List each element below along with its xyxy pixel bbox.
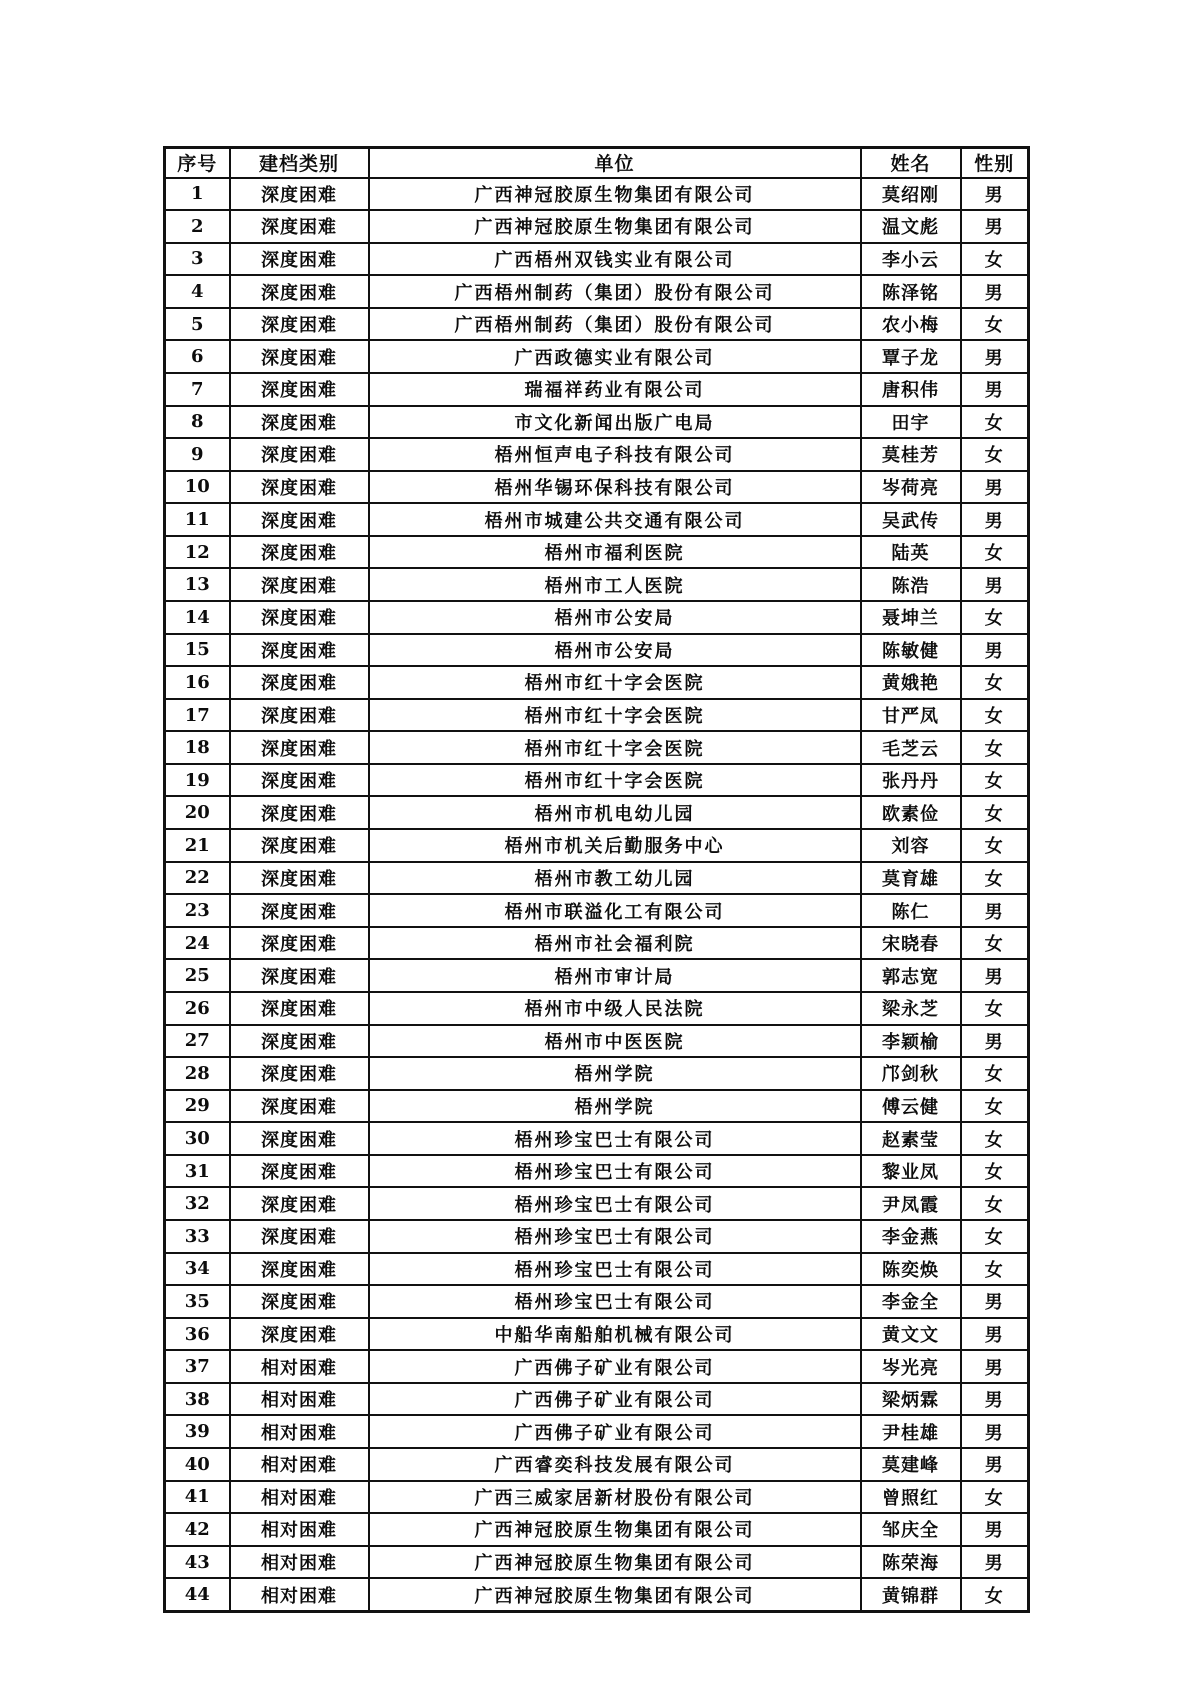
table-cell: 深度困难 [230,275,369,308]
table-cell: 广西佛子矿业有限公司 [369,1415,861,1448]
table-cell: 梧州珍宝巴士有限公司 [369,1187,861,1220]
table-cell: 陆英 [861,536,961,569]
table-cell: 男 [961,503,1029,536]
table-cell: 男 [961,178,1029,211]
table-cell: 广西神冠胶原生物集团有限公司 [369,1578,861,1611]
table-cell: 深度困难 [230,1057,369,1090]
table-cell: 男 [961,1513,1029,1546]
table-cell: 梧州珍宝巴士有限公司 [369,1155,861,1188]
table-cell: 30 [165,1122,230,1155]
table-cell: 深度困难 [230,666,369,699]
table-cell: 聂坤兰 [861,601,961,634]
table-row [165,406,1029,439]
table-cell: 26 [165,992,230,1025]
column-header-category: 建档类别 [230,148,369,178]
table-cell: 39 [165,1415,230,1448]
table-cell: 深度困难 [230,536,369,569]
table-cell: 男 [961,373,1029,406]
table-cell: 李颖榆 [861,1025,961,1058]
table-row [165,1285,1029,1318]
table-cell: 男 [961,1350,1029,1383]
table-cell: 赵素莹 [861,1122,961,1155]
table-cell: 梧州珍宝巴士有限公司 [369,1122,861,1155]
table-cell: 梧州市公安局 [369,634,861,667]
table-cell: 陈荣海 [861,1546,961,1579]
table-cell: 43 [165,1546,230,1579]
table-cell: 梧州市福利医院 [369,536,861,569]
table-cell: 陈泽铭 [861,275,961,308]
table-row [165,568,1029,601]
table-row [165,308,1029,341]
table-cell: 女 [961,1220,1029,1253]
table-cell: 梁永芝 [861,992,961,1025]
table-cell: 28 [165,1057,230,1090]
table-cell: 梧州市红十字会医院 [369,731,861,764]
table-cell: 女 [961,1481,1029,1514]
table-cell: 梧州市机电幼儿园 [369,796,861,829]
table-cell: 温文彪 [861,210,961,243]
table-cell: 12 [165,536,230,569]
table-row [165,1057,1029,1090]
table-row [165,862,1029,895]
table-cell: 21 [165,829,230,862]
table-cell: 5 [165,308,230,341]
table-cell: 深度困难 [230,308,369,341]
table-cell: 深度困难 [230,1122,369,1155]
table-cell: 曾照红 [861,1481,961,1514]
table-row [165,1090,1029,1123]
table-cell: 深度困难 [230,210,369,243]
table-cell: 梧州市机关后勤服务中心 [369,829,861,862]
table-row [165,666,1029,699]
table-row [165,210,1029,243]
table-row [165,438,1029,471]
table-cell: 莫绍刚 [861,178,961,211]
table-row [165,340,1029,373]
table-cell: 女 [961,992,1029,1025]
table-cell: 深度困难 [230,471,369,504]
table-cell: 10 [165,471,230,504]
table-cell: 广西佛子矿业有限公司 [369,1383,861,1416]
table-cell: 24 [165,927,230,960]
table-cell: 相对困难 [230,1481,369,1514]
table-cell: 35 [165,1285,230,1318]
table-cell: 莫桂芳 [861,438,961,471]
table-row [165,1220,1029,1253]
table-cell: 深度困难 [230,992,369,1025]
table-cell: 梧州市教工幼儿园 [369,862,861,895]
table-header [165,148,1029,178]
table-cell: 郭志宽 [861,959,961,992]
table-cell: 深度困难 [230,340,369,373]
table-cell: 女 [961,829,1029,862]
table-cell: 梧州市社会福利院 [369,927,861,960]
table-cell: 李金全 [861,1285,961,1318]
table-cell: 男 [961,1318,1029,1351]
table-cell: 6 [165,340,230,373]
table-cell: 女 [961,1090,1029,1123]
table-cell: 女 [961,764,1029,797]
table-row [165,243,1029,276]
table-row [165,373,1029,406]
table-row [165,1253,1029,1286]
table-cell: 3 [165,243,230,276]
table-cell: 男 [961,1383,1029,1416]
table-cell: 梧州学院 [369,1090,861,1123]
table-cell: 18 [165,731,230,764]
table-cell: 梧州市红十字会医院 [369,764,861,797]
table-cell: 莫育雄 [861,862,961,895]
table-cell: 相对困难 [230,1513,369,1546]
table-cell: 中船华南船舶机械有限公司 [369,1318,861,1351]
table-cell: 张丹丹 [861,764,961,797]
table-cell: 女 [961,796,1029,829]
table-row [165,1415,1029,1448]
table-cell: 广西梧州制药（集团）股份有限公司 [369,308,861,341]
table-row [165,699,1029,732]
table-row [165,1187,1029,1220]
table-cell: 梧州市红十字会医院 [369,699,861,732]
table-cell: 梧州学院 [369,1057,861,1090]
table-cell: 梧州市审计局 [369,959,861,992]
table-cell: 33 [165,1220,230,1253]
table-cell: 男 [961,568,1029,601]
table-cell: 莫建峰 [861,1448,961,1481]
table-cell: 黎业凤 [861,1155,961,1188]
table-row [165,1318,1029,1351]
table-row [165,1383,1029,1416]
table-cell: 岑荷亮 [861,471,961,504]
table-cell: 女 [961,731,1029,764]
table-cell: 29 [165,1090,230,1123]
table-cell: 梧州华锡环保科技有限公司 [369,471,861,504]
table-cell: 市文化新闻出版广电局 [369,406,861,439]
header-row [165,148,1029,178]
table-cell: 男 [961,210,1029,243]
table-row [165,178,1029,211]
table-cell: 梧州市工人医院 [369,568,861,601]
table-cell: 男 [961,1025,1029,1058]
table-cell: 深度困难 [230,1090,369,1123]
table-cell: 深度困难 [230,1187,369,1220]
table-cell: 相对困难 [230,1578,369,1611]
table-cell: 陈敏健 [861,634,961,667]
table-cell: 4 [165,275,230,308]
table-cell: 李小云 [861,243,961,276]
column-header-index: 序号 [165,148,230,178]
table-cell: 傅云健 [861,1090,961,1123]
table-cell: 吴武传 [861,503,961,536]
table-cell: 深度困难 [230,927,369,960]
table-cell: 深度困难 [230,894,369,927]
table-cell: 广西睿奕科技发展有限公司 [369,1448,861,1481]
table-cell: 深度困难 [230,796,369,829]
table-cell: 15 [165,634,230,667]
table-cell: 陈奕焕 [861,1253,961,1286]
table-cell: 深度困难 [230,1318,369,1351]
table-cell: 25 [165,959,230,992]
table-cell: 深度困难 [230,568,369,601]
table-cell: 深度困难 [230,959,369,992]
table-cell: 广西梧州双钱实业有限公司 [369,243,861,276]
table-cell: 女 [961,243,1029,276]
table-cell: 36 [165,1318,230,1351]
table-cell: 37 [165,1350,230,1383]
table-cell: 男 [961,275,1029,308]
table-cell: 欧素俭 [861,796,961,829]
table-row [165,829,1029,862]
table-cell: 陈浩 [861,568,961,601]
column-header-name: 姓名 [861,148,961,178]
table-cell: 深度困难 [230,406,369,439]
table-cell: 陈仁 [861,894,961,927]
table-cell: 广西神冠胶原生物集团有限公司 [369,1513,861,1546]
table-row [165,992,1029,1025]
table-cell: 23 [165,894,230,927]
table-row [165,471,1029,504]
table-cell: 深度困难 [230,373,369,406]
table-cell: 44 [165,1578,230,1611]
table-cell: 深度困难 [230,1253,369,1286]
table-cell: 14 [165,601,230,634]
table-cell: 38 [165,1383,230,1416]
table-cell: 田宇 [861,406,961,439]
table-row [165,536,1029,569]
table-cell: 17 [165,699,230,732]
table-cell: 女 [961,927,1029,960]
table-cell: 瑞福祥药业有限公司 [369,373,861,406]
table-cell: 16 [165,666,230,699]
table-cell: 8 [165,406,230,439]
table-cell: 27 [165,1025,230,1058]
table-cell: 尹凤霞 [861,1187,961,1220]
table-cell: 深度困难 [230,178,369,211]
table-cell: 梧州市公安局 [369,601,861,634]
table-cell: 黄锦群 [861,1578,961,1611]
table-cell: 女 [961,1155,1029,1188]
table-cell: 广西政德实业有限公司 [369,340,861,373]
table-cell: 女 [961,862,1029,895]
table-cell: 邹庆全 [861,1513,961,1546]
table-cell: 女 [961,666,1029,699]
table-cell: 男 [961,1415,1029,1448]
table-cell: 毛芝云 [861,731,961,764]
table-cell: 尹桂雄 [861,1415,961,1448]
table-cell: 32 [165,1187,230,1220]
table-cell: 男 [961,1448,1029,1481]
table-cell: 女 [961,438,1029,471]
table-cell: 女 [961,1057,1029,1090]
table-cell: 深度困难 [230,503,369,536]
table-cell: 黄文文 [861,1318,961,1351]
table-row [165,1513,1029,1546]
table-cell: 深度困难 [230,634,369,667]
table-row [165,634,1029,667]
table-row [165,731,1029,764]
table-cell: 广西神冠胶原生物集团有限公司 [369,210,861,243]
table-cell: 20 [165,796,230,829]
table-cell: 相对困难 [230,1415,369,1448]
table-cell: 31 [165,1155,230,1188]
table-cell: 男 [961,1546,1029,1579]
table-cell: 深度困难 [230,862,369,895]
table-row [165,1546,1029,1579]
table-row [165,764,1029,797]
table-cell: 相对困难 [230,1448,369,1481]
table-cell: 宋晓春 [861,927,961,960]
table-row [165,796,1029,829]
table-row [165,1025,1029,1058]
table-cell: 农小梅 [861,308,961,341]
table-cell: 女 [961,1578,1029,1611]
table-row [165,275,1029,308]
column-header-unit: 单位 [369,148,861,178]
table-cell: 深度困难 [230,764,369,797]
table-cell: 相对困难 [230,1383,369,1416]
table-cell: 梧州珍宝巴士有限公司 [369,1253,861,1286]
table-cell: 黄娥艳 [861,666,961,699]
table-cell: 男 [961,471,1029,504]
table-row [165,1481,1029,1514]
table-row [165,1350,1029,1383]
table-cell: 广西三威家居新材股份有限公司 [369,1481,861,1514]
table-cell: 梧州恒声电子科技有限公司 [369,438,861,471]
table-cell: 深度困难 [230,829,369,862]
table-body [165,178,1029,1612]
table-cell: 广西神冠胶原生物集团有限公司 [369,1546,861,1579]
table-cell: 男 [961,634,1029,667]
table-cell: 女 [961,406,1029,439]
table-cell: 13 [165,568,230,601]
table-cell: 刘容 [861,829,961,862]
table-cell: 广西佛子矿业有限公司 [369,1350,861,1383]
table-cell: 相对困难 [230,1350,369,1383]
table-cell: 41 [165,1481,230,1514]
table-cell: 男 [961,959,1029,992]
table-cell: 相对困难 [230,1546,369,1579]
table-cell: 男 [961,340,1029,373]
table-cell: 梧州市联溢化工有限公司 [369,894,861,927]
table-cell: 9 [165,438,230,471]
difficulty-roster-table [163,146,1030,1613]
table-cell: 男 [961,894,1029,927]
table-cell: 34 [165,1253,230,1286]
table-cell: 女 [961,1187,1029,1220]
table-cell: 梧州珍宝巴士有限公司 [369,1285,861,1318]
table-cell: 19 [165,764,230,797]
table-cell: 1 [165,178,230,211]
table-row [165,1578,1029,1611]
table-cell: 广西神冠胶原生物集团有限公司 [369,178,861,211]
table-cell: 深度困难 [230,243,369,276]
table-cell: 深度困难 [230,699,369,732]
table-cell: 11 [165,503,230,536]
table-cell: 男 [961,1285,1029,1318]
table-cell: 深度困难 [230,1220,369,1253]
table-cell: 女 [961,1122,1029,1155]
table-row [165,894,1029,927]
table-cell: 覃子龙 [861,340,961,373]
table-row [165,503,1029,536]
table-cell: 女 [961,1253,1029,1286]
table-row [165,959,1029,992]
table-cell: 梧州市中医医院 [369,1025,861,1058]
table-cell: 梁炳霖 [861,1383,961,1416]
table-cell: 梧州市城建公共交通有限公司 [369,503,861,536]
table-cell: 7 [165,373,230,406]
table-cell: 李金燕 [861,1220,961,1253]
table-cell: 甘严凤 [861,699,961,732]
table-cell: 邝剑秋 [861,1057,961,1090]
table-cell: 22 [165,862,230,895]
table-cell: 40 [165,1448,230,1481]
table-cell: 深度困难 [230,601,369,634]
table-row [165,1122,1029,1155]
table-cell: 梧州市红十字会医院 [369,666,861,699]
table-row [165,601,1029,634]
column-header-gender: 性别 [961,148,1029,178]
table-cell: 女 [961,536,1029,569]
table-cell: 深度困难 [230,731,369,764]
table-cell: 2 [165,210,230,243]
table-cell: 女 [961,308,1029,341]
table-cell: 深度困难 [230,438,369,471]
table-cell: 广西梧州制药（集团）股份有限公司 [369,275,861,308]
table-cell: 女 [961,601,1029,634]
table-row [165,1448,1029,1481]
table-cell: 42 [165,1513,230,1546]
table-cell: 深度困难 [230,1155,369,1188]
table-cell: 梧州市中级人民法院 [369,992,861,1025]
table-cell: 女 [961,699,1029,732]
table-cell: 深度困难 [230,1025,369,1058]
table-cell: 梧州珍宝巴士有限公司 [369,1220,861,1253]
table-cell: 岑光亮 [861,1350,961,1383]
table-cell: 深度困难 [230,1285,369,1318]
table-row [165,1155,1029,1188]
table-row [165,927,1029,960]
table-cell: 唐积伟 [861,373,961,406]
